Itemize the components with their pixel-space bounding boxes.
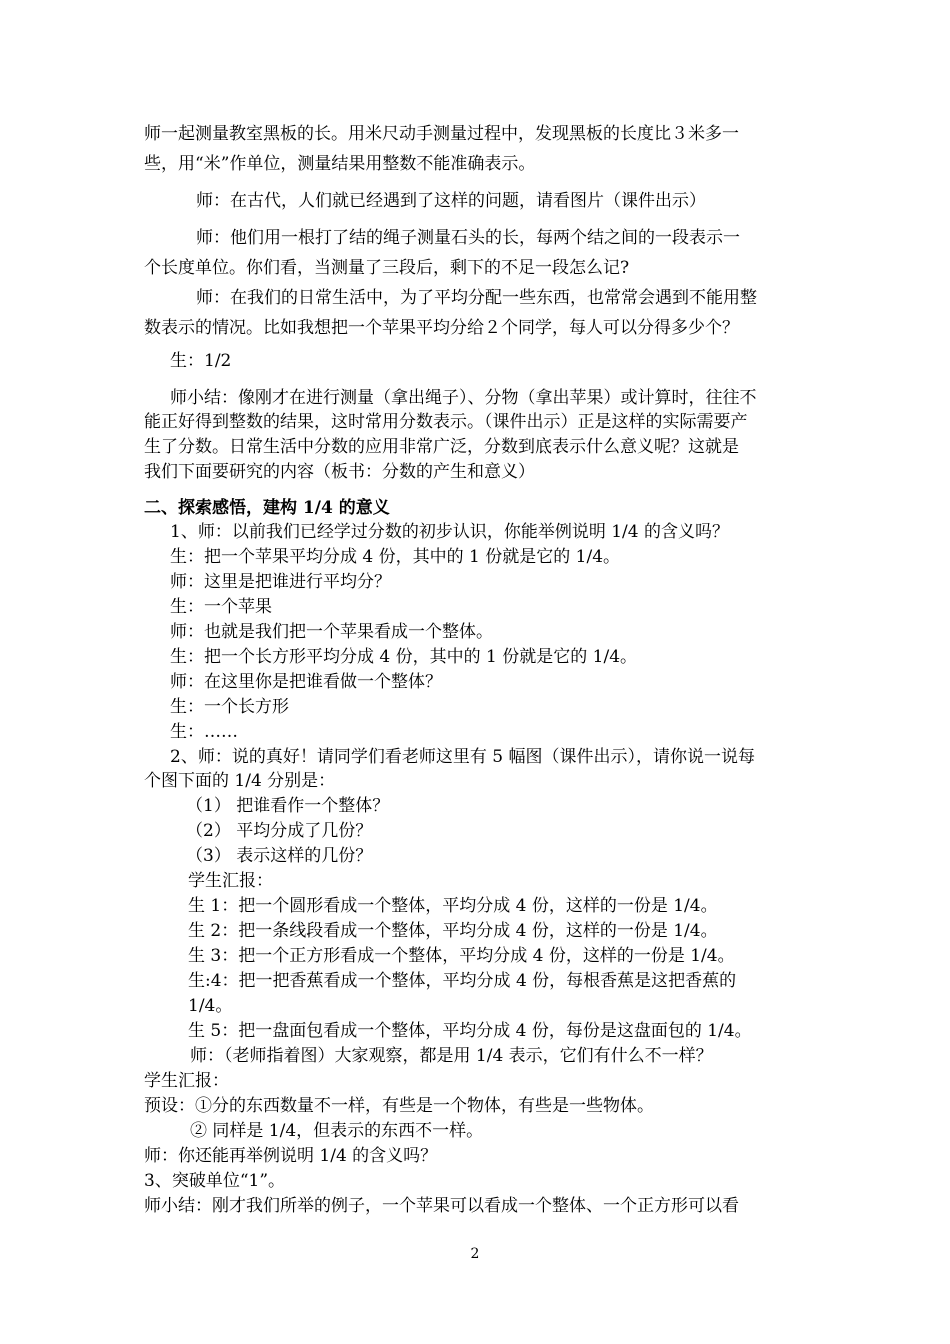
text-line: 师一起测量教室黑板的长。用米尺动手测量过程中，发现黑板的长度比３米多一	[144, 124, 739, 144]
text-line: 师：在这里你是把谁看做一个整体？	[170, 672, 442, 692]
text-line: 能正好得到整数的结果，这时常用分数表示。（课件出示）正是这样的实际需要产	[144, 412, 748, 432]
section-heading: 二、探索感悟，建构 1/4 的意义	[144, 498, 390, 518]
text-line: 2、师：说的真好！请同学们看老师这里有 5 幅图（课件出示），请你说一说每	[170, 747, 755, 767]
text-line: ② 同样是 1/4，但表示的东西不一样。	[190, 1121, 484, 1141]
text-line: 个长度单位。你们看，当测量了三段后，剩下的不足一段怎么记?	[144, 258, 630, 278]
text-line: 师：也就是我们把一个苹果看成一个整体。	[170, 622, 493, 642]
text-line: 生:4：把一把香蕉看成一个整体，平均分成 4 份，每根香蕉是这把香蕉的	[188, 971, 737, 991]
list-item: （3） 表示这样的几份？	[186, 846, 373, 866]
text-line: 生：……	[170, 722, 238, 742]
text-line: 个图下面的 1/4 分别是：	[144, 771, 336, 791]
list-item: （1） 把谁看作一个整体？	[186, 796, 390, 816]
text-line: 生：把一个苹果平均分成 4 份，其中的 1 份就是它的 1/4。	[170, 547, 621, 567]
text-line: 生：把一个长方形平均分成 4 份，其中的 1 份就是它的 1/4。	[170, 647, 638, 667]
text-line: 生 3：把一个正方形看成一个整体，平均分成 4 份，这样的一份是 1/4。	[188, 946, 735, 966]
text-line: 师小结：像刚才在进行测量（拿出绳子）、分物（拿出苹果）或计算时，往往不	[170, 388, 757, 408]
text-line: 生 2：把一条线段看成一个整体，平均分成 4 份，这样的一份是 1/4。	[188, 921, 718, 941]
text-line: 师：在古代，人们就已经遇到了这样的问题，请看图片（课件出示）	[196, 191, 706, 211]
text-line: 1、师：以前我们已经学过分数的初步认识，你能举例说明 1/4 的含义吗？	[170, 522, 729, 542]
text-line: 师小结：刚才我们所举的例子，一个苹果可以看成一个整体、一个正方形可以看	[144, 1196, 739, 1216]
text-line: 生：1/2	[170, 351, 232, 371]
list-item: （2） 平均分成了几份？	[186, 821, 373, 841]
text-line: 生 5：把一盘面包看成一个整体，平均分成 4 份，每份是这盘面包的 1/4。	[188, 1021, 752, 1041]
text-line: 师：他们用一根打了结的绳子测量石头的长，每两个结之间的一段表示一	[196, 228, 740, 248]
text-line: 生：一个长方形	[170, 697, 289, 717]
text-line: 预设：①分的东西数量不一样，有些是一个物体，有些是一些物体。	[144, 1096, 654, 1116]
text-line: 生了分数。日常生活中分数的应用非常广泛，分数到底表示什么意义呢？这就是	[144, 437, 739, 457]
text-line: 学生汇报：	[144, 1071, 229, 1091]
text-line: 1/4。	[188, 996, 233, 1016]
text-line: 些，用“米”作单位，测量结果用整数不能准确表示。	[144, 154, 536, 174]
text-line: 师：在我们的日常生活中，为了平均分配一些东西，也常常会遇到不能用整	[196, 288, 757, 308]
text-line: 3、突破单位“1”。	[144, 1171, 286, 1191]
text-line: 师：这里是把谁进行平均分？	[170, 572, 391, 592]
text-line: 生：一个苹果	[170, 597, 272, 617]
text-line: 师：（老师指着图）大家观察，都是用 1/4 表示，它们有什么不一样？	[190, 1046, 713, 1066]
text-line: 我们下面要研究的内容（板书：分数的产生和意义）	[144, 462, 535, 482]
text-line: 数表示的情况。比如我想把一个苹果平均分给２个同学，每人可以分得多少个？	[144, 318, 739, 338]
text-line: 生 1：把一个圆形看成一个整体，平均分成 4 份，这样的一份是 1/4。	[188, 896, 718, 916]
page-number: 2	[470, 1246, 480, 1262]
text-line: 师：你还能再举例说明 1/4 的含义吗？	[144, 1146, 438, 1166]
text-line: 学生汇报：	[188, 871, 273, 891]
